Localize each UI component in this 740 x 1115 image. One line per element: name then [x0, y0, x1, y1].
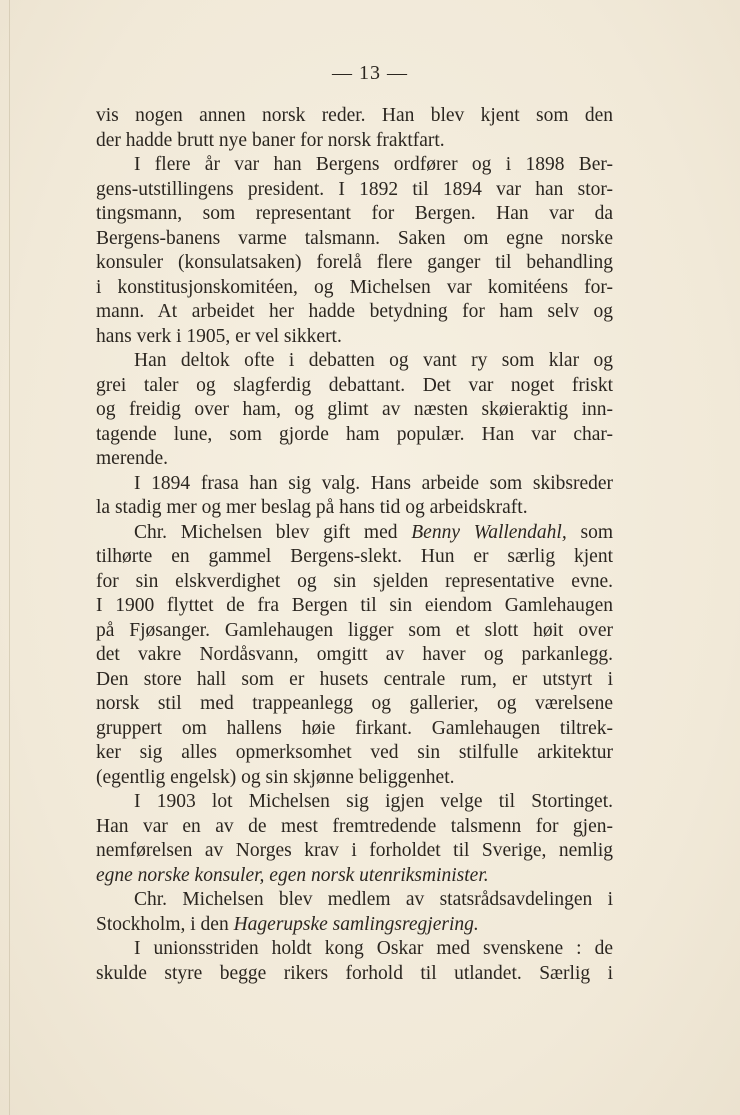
text-line: [96, 937, 613, 962]
text-line-roman: tingsmann, som representant for Bergen. Han var da: [96, 203, 613, 224]
text-line-roman: Chr. Michelsen blev medlem av statsrådsavdelingen i: [134, 889, 613, 910]
text-line-roman: Bergens-banens varme talsmann. Saken om egne norske: [96, 227, 613, 249]
text-line: [96, 104, 613, 129]
text-line-roman: I 1900 flyttet de fra Bergen til sin eiendom Gamlehaugen: [96, 595, 613, 616]
text-line-roman: for sin elskverdighet og sin sjelden representative evne.: [96, 570, 613, 592]
text-line-roman: Chr. Michelsen blev gift med: [134, 521, 412, 543]
text-line: [96, 300, 613, 325]
text-line-roman: norsk stil med trappeanlegg og gallerier, og værelsene: [96, 693, 613, 714]
text-line-roman: der hadde brutt nye baner for norsk fraktfart.: [96, 129, 445, 151]
text-line: [96, 251, 613, 276]
text-line: [96, 276, 613, 301]
text-line: [96, 545, 613, 570]
text-line: [96, 864, 613, 889]
text-line: [96, 202, 613, 227]
page-edge-line: [9, 0, 10, 1115]
text-line: [96, 594, 613, 619]
text-line: [96, 325, 613, 350]
text-line-roman: Den store hall som er husets centrale rum, er utstyrt i: [96, 668, 613, 690]
text-line-roman: grei taler og slagferdig debattant. Det var noget friskt: [96, 374, 613, 396]
text-line-italic: Benny Wallendahl,: [411, 521, 567, 543]
text-line: [96, 178, 613, 203]
text-line-roman: på Fjøsanger. Gamlehaugen ligger som et slott høit over: [96, 619, 613, 641]
text-line-roman: nemførelsen av Norges krav i forholdet til Sverige, nemlig: [96, 840, 613, 861]
text-line-roman: merende.: [96, 448, 169, 469]
text-line: [96, 668, 613, 693]
text-line-roman: Han deltok ofte i debatten og vant ry som klar og: [134, 350, 613, 371]
text-line-roman: skulde styre begge rikers forhold til utlandet. Særlig i: [96, 962, 613, 984]
text-line-roman: mann. At arbeidet her hadde betydning for ham selv og: [96, 301, 613, 322]
text-line: [96, 766, 613, 791]
text-line: [96, 398, 613, 423]
text-line: [96, 496, 613, 521]
text-line-roman: gens-utstillingens president. I 1892 til 1894 var han stor-: [96, 178, 613, 200]
text-line: [96, 962, 613, 987]
text-line: [96, 717, 613, 742]
page-number: — 13 —: [332, 62, 408, 84]
text-line-roman: Han var en av de mest fremtredende talsmenn for gjen-: [96, 815, 613, 837]
text-line-roman: det vakre Nordåsvann, omgitt av haver og parkanlegg.: [96, 644, 613, 665]
body-text: [96, 104, 613, 986]
text-line-roman: i konstitusjonskomitéen, og Michelsen var komitéens for-: [96, 276, 613, 298]
text-line-roman: I 1894 frasa han sig valg. Hans arbeide som skibsreder: [134, 472, 613, 494]
text-line: [96, 472, 613, 497]
text-line: [96, 521, 613, 546]
text-line-roman: hans verk i 1905, er vel sikkert.: [96, 325, 342, 347]
text-line: [96, 619, 613, 644]
text-line: [96, 570, 613, 595]
text-line: [96, 153, 613, 178]
text-line: [96, 790, 613, 815]
text-line-roman: la stadig mer og mer beslag på hans tid og arbeidskraft.: [96, 497, 528, 518]
text-line: [96, 913, 613, 938]
text-line-roman: Stockholm, i den: [96, 913, 234, 935]
text-line: [96, 447, 613, 472]
text-line-roman: tagende lune, som gjorde ham populær. Han var char-: [96, 423, 613, 445]
text-line-roman: (egentlig engelsk) og sin skjønne beliggenhet.: [96, 766, 455, 788]
text-line: [96, 129, 613, 154]
text-line-italic: Hagerupske samlingsregjering.: [233, 913, 479, 935]
text-line: [96, 815, 613, 840]
text-line-roman: tilhørte en gammel Bergens-slekt. Hun er særlig kjent: [96, 546, 613, 567]
text-line-roman: konsuler (konsulatsaken) forelå flere ganger til behandling: [96, 252, 613, 273]
text-line: [96, 692, 613, 717]
text-line: [96, 423, 613, 448]
text-line-roman: ker sig alles opmerksomhet ved sin stilfulle arkitektur: [96, 742, 613, 763]
text-line: [96, 227, 613, 252]
text-line-roman: vis nogen annen norsk reder. Han blev kjent som den: [96, 105, 613, 126]
text-line: [96, 741, 613, 766]
text-line-roman: I flere år var han Bergens ordfører og i 1898 Ber-: [134, 154, 613, 175]
text-line: [96, 374, 613, 399]
text-line: [96, 643, 613, 668]
text-line-roman: I unionsstriden holdt kong Oskar med svenskene : de: [134, 938, 613, 959]
text-line-italic: egne norske konsuler, egen norsk utenriksminister.: [96, 864, 489, 886]
text-line-roman: gruppert om hallens høie firkant. Gamlehaugen tiltrek-: [96, 717, 613, 739]
text-line-roman: og freidig over ham, og glimt av næsten skøieraktig inn-: [96, 399, 613, 420]
text-line-roman: I 1903 lot Michelsen sig igjen velge til Stortinget.: [134, 791, 613, 812]
text-line: [96, 888, 613, 913]
text-line: [96, 839, 613, 864]
text-line: [96, 349, 613, 374]
text-line-after: som: [566, 521, 613, 543]
